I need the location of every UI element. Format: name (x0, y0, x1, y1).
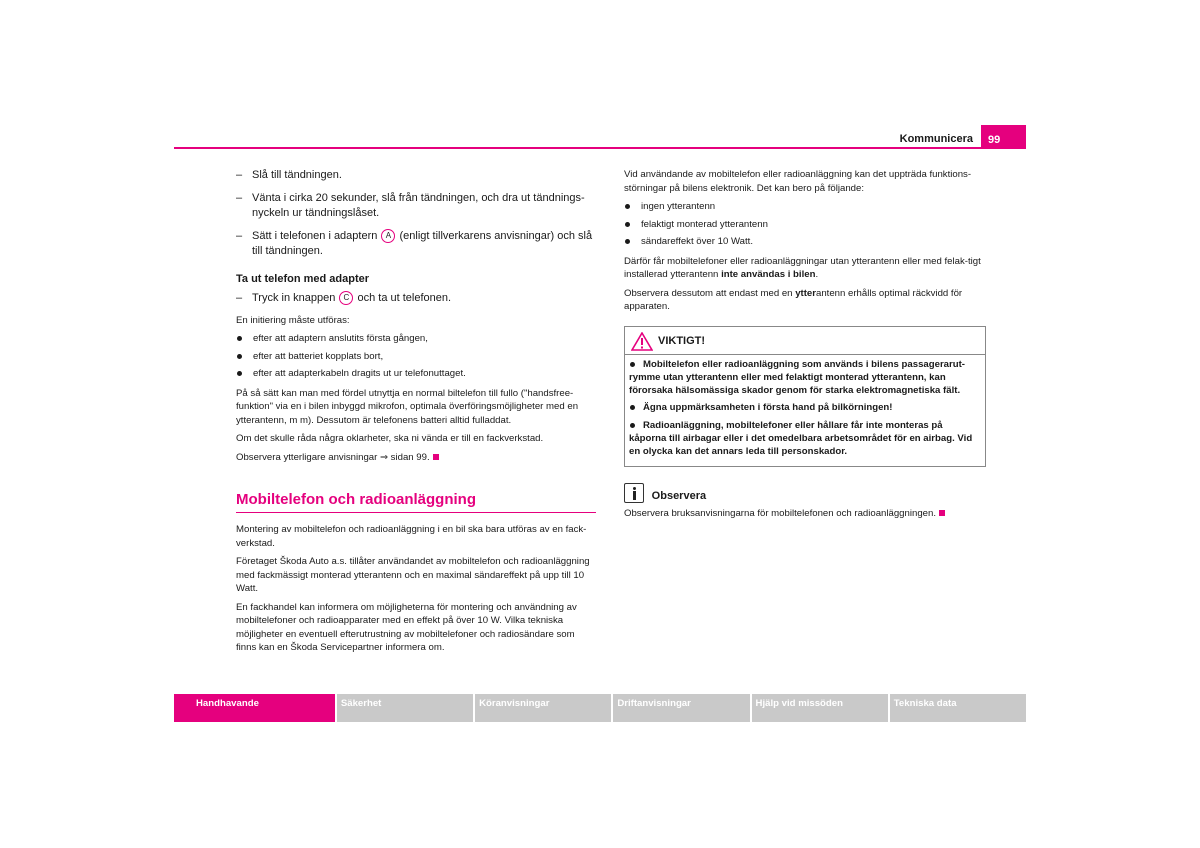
paragraph: Om det skulle råda några oklarheter, ska ni vända er till en fackverkstad. (236, 433, 544, 444)
marker-a-icon: A (381, 229, 395, 243)
bullet-icon (625, 239, 630, 244)
step-text-before: Sätt i telefonen i adaptern (252, 230, 378, 242)
init-intro: En initiering måste utföras: (236, 314, 350, 326)
section-rule (236, 512, 596, 513)
page-number: 99 (981, 125, 1026, 149)
end-marker-icon (939, 510, 945, 516)
dash-marker: – (236, 192, 243, 204)
list-item (624, 218, 986, 232)
step-1 (236, 168, 596, 183)
info-icon (624, 483, 644, 503)
warning-body (625, 355, 985, 466)
bullet-icon (237, 371, 242, 376)
paragraph (624, 255, 986, 282)
paragraph: En fackhandel kan informera om möjligheterna för montering och användning av mobiltelefoner och radioapparater med en effekt på över 10 W. Vilka tekniska möjligheter en eventuell efterutrustning av mobiltelefoner och radiosändare som finns kan en Škoda Servicepartner informera om. (236, 601, 577, 653)
tab-koranvisningar[interactable]: Köranvisningar (475, 694, 611, 722)
tab-handhavande[interactable]: Handhavande (174, 694, 335, 722)
warning-item-text: Ägna uppmärksamheten i första hand på bilkörningen! (643, 402, 893, 414)
step-text-after: och ta ut telefonen. (357, 291, 452, 304)
right-column (624, 168, 986, 520)
remove-step (236, 291, 596, 306)
section-title: Mobiltelefon och radioanläggning (236, 491, 476, 508)
paragraph (624, 287, 986, 314)
text: . (815, 269, 819, 280)
paragraph: Företaget Škoda Auto a.s. tillåter användandet av mobiltelefon och radioanläggning med fackmässigt monterad ytterantenn och en maximal sändareffekt på upp till 10 Watt. (236, 556, 590, 594)
bullet-icon (630, 423, 635, 428)
text: Därför får mobiltelefoner eller radioanläggningar utan ytterantenn eller med felak-tigt installerad ytterantenn (624, 255, 981, 280)
paragraph: Vid användande av mobiltelefon eller radioanläggning kan det uppträda funktions-störningar på bilens elektronik. Det kan bero på följande: (624, 169, 972, 194)
bullet-icon (630, 405, 635, 410)
list-item-text: ingen ytterantenn (641, 201, 716, 212)
note-title: Observera (651, 489, 707, 502)
causes-list (624, 200, 986, 249)
paragraph: Montering av mobiltelefon och radioanläggning i en bil ska bara utföras av en fack-verkstad. (236, 524, 587, 549)
emphasis: ytter (795, 287, 816, 299)
cross-reference (236, 451, 596, 465)
step-text: Vänta i cirka 20 sekunder, slå från tändningen, och dra ut tändnings-nyckeln ur tändningslåset. (252, 192, 585, 219)
warning-item-text: Radioanläggning, mobiltelefoner eller hållare får inte monteras på kåporna till airbagar eller i det omedelbara arbetsområdet för en airbag. Vid en olycka kan det annars leda till personskador. (629, 419, 973, 458)
tab-driftanvisningar[interactable]: Driftanvisningar (613, 694, 749, 722)
list-item (624, 200, 986, 214)
list-item (236, 332, 596, 346)
cross-reference-text: Observera ytterligare anvisningar ⇒ sidan 99. (236, 451, 430, 463)
bullet-icon (237, 336, 242, 341)
list-item-text: efter att batteriet kopplats bort, (253, 350, 384, 362)
list-item (236, 367, 596, 381)
text: Observera dessutom att endast med en (624, 287, 796, 299)
list-item (624, 235, 986, 249)
step-2 (236, 191, 596, 221)
tab-hjalp-vid-missoden[interactable]: Hjälp vid missöden (752, 694, 888, 722)
warning-item (629, 401, 981, 414)
init-list (236, 332, 596, 381)
footer-nav (174, 694, 1026, 722)
emphasis: inte användas i bilen (721, 269, 816, 280)
left-column (236, 168, 596, 660)
header-rule (174, 147, 1026, 149)
paragraph: På så sätt kan man med fördel utnyttja en normal biltelefon till fullo ("handsfree-funktion" via en i bilen inbyggd mikrofon, optimala överföringsmöjligheter med en ytterantenn, m m). Dessutom är telefonens batteri alltid fulladdat. (236, 387, 579, 426)
tab-sakerhet[interactable]: Säkerhet (337, 694, 473, 722)
step-3 (236, 229, 596, 259)
warning-item (629, 358, 981, 398)
warning-item-text: Mobiltelefon eller radioanläggning som används i bilens passagerarut-rymme utan ytterantenn eller med felaktigt monterad ytterantenn, kan förorsaka hälsomässiga skador genom för starka elektromagnetiska fält. (629, 358, 965, 397)
bullet-icon (237, 354, 242, 359)
warning-header (625, 327, 985, 355)
dash-marker: – (236, 169, 243, 181)
list-item-text: felaktigt monterad ytterantenn (641, 218, 768, 230)
chapter-title: Kommunicera (899, 133, 973, 145)
step-text-before: Tryck in knappen (252, 291, 336, 304)
step-text: Slå till tändningen. (252, 169, 342, 181)
note-block (624, 483, 986, 521)
note-text-row (624, 507, 986, 521)
bullet-icon (630, 362, 635, 367)
bullet-icon (625, 222, 630, 227)
tab-tekniska-data[interactable]: Tekniska data (890, 694, 1026, 722)
warning-title: VIKTIGT! (658, 334, 706, 347)
end-marker-icon (433, 454, 439, 460)
warning-item (629, 419, 981, 459)
marker-c-icon: C (339, 291, 353, 305)
note-text: Observera bruksanvisningarna för mobiltelefonen och radioanläggningen. (624, 507, 936, 519)
list-item-text: efter att adapterkabeln dragits ut ur telefonuttaget. (253, 368, 466, 379)
remove-heading: Ta ut telefon med adapter (236, 273, 370, 285)
text: antenn erhålls optimal räckvidd för apparaten. (624, 287, 963, 312)
bullet-icon (625, 204, 630, 209)
dash-marker: – (236, 230, 243, 242)
dash-marker: – (236, 291, 243, 304)
step-text-after: (enligt tillverkarens anvisningar) och slå till tändningen. (252, 230, 593, 257)
warning-triangle-icon (631, 332, 653, 351)
list-item-text: sändareffekt över 10 Watt. (641, 236, 753, 247)
list-item-text: efter att adaptern anslutits första gången, (253, 333, 428, 344)
warning-box (624, 326, 986, 467)
list-item (236, 350, 596, 364)
